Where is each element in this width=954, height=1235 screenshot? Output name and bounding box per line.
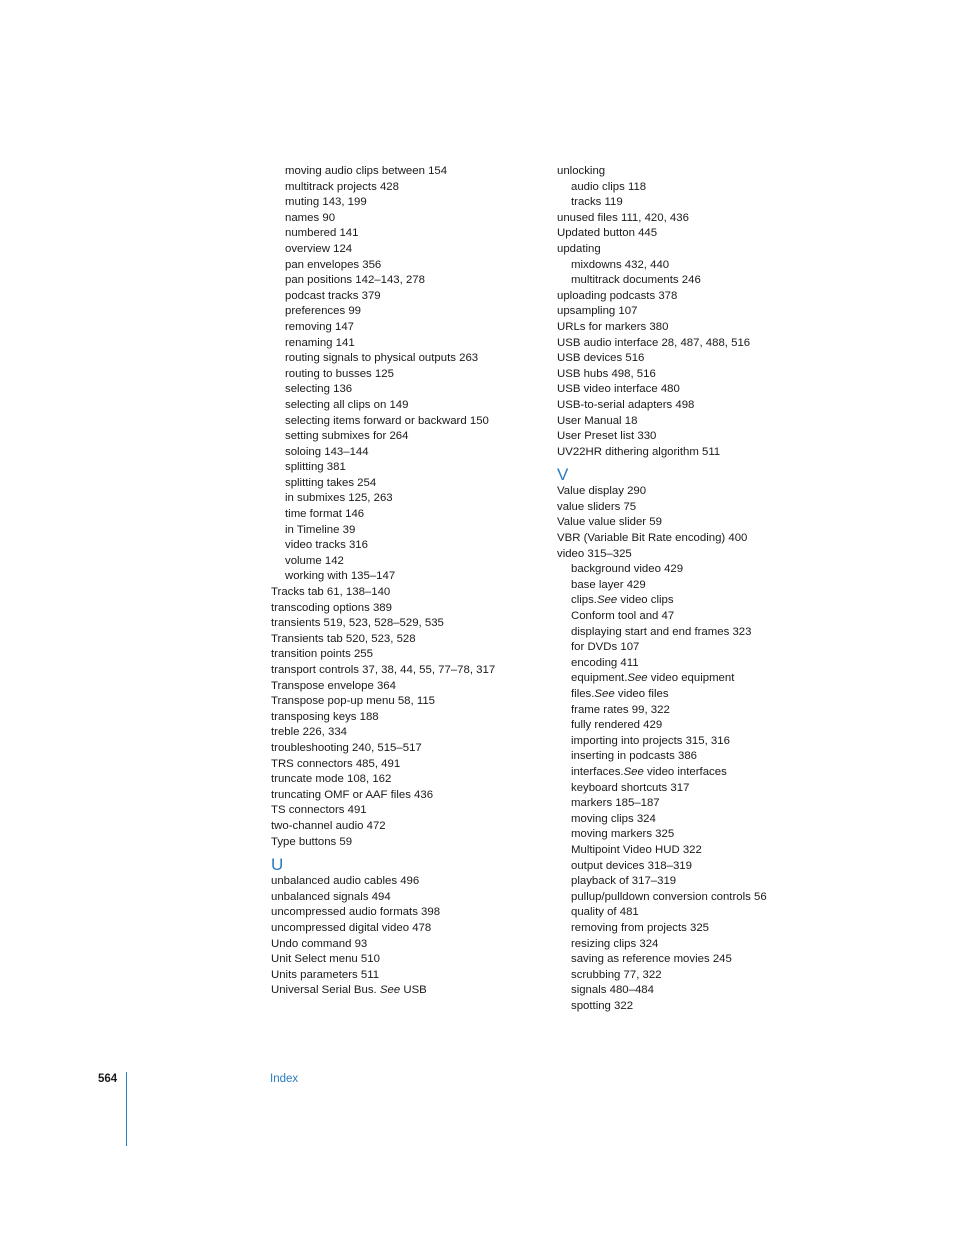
see-reference: See (594, 688, 615, 700)
index-subentry (271, 569, 541, 585)
index-subentry (271, 507, 541, 523)
index-subentry (557, 718, 817, 734)
index-entry (557, 242, 817, 258)
index-column-left (271, 164, 541, 999)
entry-text: Undo command 93 (271, 937, 368, 950)
entry-text: time format 146 (285, 508, 365, 521)
index-subentry (271, 180, 541, 196)
see-reference: See (379, 984, 401, 997)
index-entry (271, 647, 541, 663)
entry-text: two-channel audio 472 (271, 819, 386, 832)
entry-text: selecting all clips on 149 (285, 398, 409, 411)
index-subentry (557, 999, 817, 1015)
entry-text: unbalanced signals 494 (271, 890, 391, 903)
index-subentry (557, 812, 817, 828)
entry-text: scrubbing 77, 322 (571, 968, 662, 981)
entry-text: mixdowns 432, 440 (571, 258, 670, 271)
entry-text: output devices 318–319 (571, 859, 692, 872)
index-entry (271, 632, 541, 648)
entry-text: playback of 317–319 (571, 875, 677, 888)
entry-text: USB video interface 480 (557, 383, 680, 396)
index-entry (271, 921, 541, 937)
entry-text: tracks 119 (571, 196, 623, 209)
entry-text: interfaces. (571, 765, 624, 778)
entry-text: moving audio clips between 154 (285, 165, 448, 177)
entry-text: background video 429 (571, 563, 684, 576)
entry-text: volume 142 (285, 554, 344, 567)
entry-text: keyboard shortcuts 317 (571, 781, 690, 794)
index-subentry (271, 367, 541, 383)
index-subentry (557, 890, 817, 906)
index-subentry (271, 414, 541, 430)
index-subentry (271, 398, 541, 414)
entry-text: routing to busses 125 (285, 367, 394, 380)
see-target: video interfaces (643, 765, 727, 778)
index-subentry (271, 242, 541, 258)
index-subentry (557, 640, 817, 656)
entry-text: files. (571, 688, 595, 700)
index-subentry (271, 460, 541, 476)
entry-text: pan positions 142–143, 278 (285, 274, 425, 287)
index-subentry (557, 656, 817, 672)
index-subentry (557, 609, 817, 625)
index-subentry (557, 952, 817, 968)
index-subentry (557, 937, 817, 953)
index-subentry (557, 625, 817, 641)
index-entry (271, 710, 541, 726)
entry-text: unused files 111, 420, 436 (557, 211, 689, 224)
entry-text: truncating OMF or AAF files 436 (271, 788, 434, 801)
entry-text: uncompressed audio formats 398 (271, 906, 441, 919)
entry-text: transcoding options 389 (271, 601, 392, 614)
index-entry (557, 429, 817, 445)
entry-text: troubleshooting 240, 515–517 (271, 741, 422, 754)
index-entry (557, 367, 817, 383)
entry-text: Tracks tab 61, 138–140 (271, 586, 391, 599)
index-entry (557, 515, 817, 531)
index-subentry (557, 703, 817, 719)
index-entry (557, 164, 817, 180)
entry-text: pan envelopes 356 (285, 258, 382, 271)
entry-text: markers 185–187 (571, 797, 660, 810)
entry-text: Transients tab 520, 523, 528 (271, 632, 416, 645)
index-subentry (271, 273, 541, 289)
index-column-right (557, 164, 817, 1014)
entry-text: uploading podcasts 378 (557, 289, 678, 302)
index-entry (557, 304, 817, 320)
entry-text: multitrack documents 246 (571, 274, 701, 287)
entry-text: pullup/pulldown conversion controls 56 (571, 890, 767, 903)
index-entry (271, 983, 541, 999)
index-entry (271, 585, 541, 601)
see-target: USB (400, 984, 427, 997)
index-subentry (271, 445, 541, 461)
index-subentry (557, 765, 817, 781)
index-subentry (271, 226, 541, 242)
index-entry (557, 531, 817, 547)
index-subentry (557, 968, 817, 984)
entry-text: value sliders 75 (557, 500, 637, 513)
entry-text: transients 519, 523, 528–529, 535 (271, 617, 444, 630)
index-entry (557, 445, 817, 461)
index-subentry (557, 593, 817, 609)
see-target: video clips (617, 594, 674, 607)
entry-text: Value display 290 (557, 485, 647, 498)
entry-text: Type buttons 59 (271, 835, 353, 848)
entry-text: Updated button 445 (557, 227, 658, 240)
index-entry (557, 351, 817, 367)
entry-text: overview 124 (285, 242, 353, 255)
index-subentry (271, 289, 541, 305)
entry-text: Transpose envelope 364 (271, 679, 396, 692)
entry-text: moving markers 325 (571, 828, 675, 841)
index-subentry (557, 687, 817, 703)
entry-text: USB devices 516 (557, 352, 645, 365)
entry-text: inserting in podcasts 386 (571, 750, 698, 763)
index-subentry (557, 843, 817, 859)
index-entry (271, 937, 541, 953)
entry-text: unbalanced audio cables 496 (271, 875, 420, 888)
entry-text: setting submixes for 264 (285, 430, 409, 443)
entry-text: URLs for markers 380 (557, 320, 669, 333)
entry-text: TRS connectors 485, 491 (271, 757, 401, 770)
index-entry (271, 772, 541, 788)
index-subentry (557, 921, 817, 937)
index-subentry (557, 180, 817, 196)
index-entry (271, 679, 541, 695)
entry-text: renaming 141 (285, 336, 355, 349)
index-entry (271, 601, 541, 617)
index-subentry (557, 734, 817, 750)
section-title: Index (270, 1073, 299, 1085)
entry-text: displaying start and end frames 323 (571, 625, 752, 638)
entry-text: Units parameters 511 (271, 968, 380, 981)
index-subentry (557, 578, 817, 594)
entry-text: transport controls 37, 38, 44, 55, 77–78, 317 (271, 664, 496, 676)
entry-text: unlocking (557, 165, 606, 177)
entry-text: spotting 322 (571, 999, 634, 1012)
entry-text: transition points 255 (271, 648, 373, 661)
index-subentry (557, 859, 817, 875)
see-reference: See (627, 672, 648, 685)
see-target: video equipment (647, 672, 735, 685)
index-subentry (557, 273, 817, 289)
entry-text: USB hubs 498, 516 (557, 367, 656, 380)
entry-text: equipment. (571, 672, 628, 685)
entry-text: Transpose pop-up menu 58, 115 (271, 695, 436, 708)
entry-text: names 90 (285, 211, 336, 224)
see-reference: See (596, 594, 618, 607)
entry-text: in Timeline 39 (285, 523, 356, 536)
entry-text: in submixes 125, 263 (285, 492, 393, 505)
entry-text: Unit Select menu 510 (271, 953, 380, 966)
entry-text: podcast tracks 379 (285, 289, 381, 302)
entry-text: truncate mode 108, 162 (271, 773, 392, 786)
index-entry (557, 484, 817, 500)
entry-text: selecting items forward or backward 150 (285, 414, 489, 427)
index-entry (271, 968, 541, 984)
index-entry (271, 788, 541, 804)
index-letter-heading: V (557, 465, 569, 485)
entry-text: removing from projects 325 (571, 921, 710, 934)
index-entry (271, 905, 541, 921)
entry-text: splitting 381 (285, 461, 346, 474)
entry-text: working with 135–147 (285, 570, 396, 583)
index-subentry (271, 538, 541, 554)
entry-text: UV22HR dithering algorithm 511 (557, 445, 721, 458)
entry-text: routing signals to physical outputs 263 (285, 352, 479, 365)
index-subentry (271, 336, 541, 352)
entry-text: quality of 481 (571, 906, 639, 919)
index-subentry (557, 195, 817, 211)
index-subentry (271, 491, 541, 507)
index-entry (557, 547, 817, 563)
index-subentry (271, 320, 541, 336)
index-entry (557, 500, 817, 516)
entry-text: User Preset list 330 (557, 430, 657, 443)
index-subentry (557, 983, 817, 999)
entry-text: base layer 429 (571, 578, 646, 591)
index-entry (271, 741, 541, 757)
index-entry (271, 725, 541, 741)
index-entry (557, 226, 817, 242)
entry-text: encoding 411 (571, 656, 639, 669)
entry-text: Universal Serial Bus. (271, 984, 380, 997)
entry-text: preferences 99 (285, 305, 361, 318)
entry-text: numbered 141 (285, 227, 359, 240)
index-subentry (271, 351, 541, 367)
index-subentry (271, 211, 541, 227)
index-subentry (557, 781, 817, 797)
index-subentry (271, 304, 541, 320)
entry-text: frame rates 99, 322 (571, 703, 670, 716)
see-reference: See (623, 765, 644, 778)
see-target: video files (614, 688, 669, 700)
index-entry (271, 616, 541, 632)
index-entry (271, 890, 541, 906)
index-entry (557, 414, 817, 430)
index-subentry (271, 258, 541, 274)
entry-text: removing 147 (285, 320, 355, 333)
entry-text: saving as reference movies 245 (571, 953, 732, 966)
entry-text: Multipoint Video HUD 322 (571, 843, 702, 856)
entry-text: updating (557, 242, 601, 255)
entry-text: Conform tool and 47 (571, 610, 675, 623)
entry-text: USB audio interface 28, 487, 488, 516 (557, 336, 751, 349)
entry-text: muting 143, 199 (285, 196, 367, 209)
entry-text: video tracks 316 (285, 539, 368, 552)
entry-text: audio clips 118 (571, 180, 647, 193)
index-entry (557, 336, 817, 352)
index-entry (271, 819, 541, 835)
index-entry (557, 211, 817, 227)
entry-text: soloing 143–144 (285, 445, 369, 458)
index-subentry (271, 476, 541, 492)
entry-text: VBR (Variable Bit Rate encoding) 400 (557, 532, 748, 545)
index-entry (271, 835, 541, 851)
index-subentry (271, 195, 541, 211)
index-subentry (557, 905, 817, 921)
index-entry (271, 874, 541, 890)
entry-text: TS connectors 491 (271, 804, 367, 817)
entry-text: transposing keys 188 (271, 710, 379, 723)
entry-text: treble 226, 334 (271, 726, 347, 739)
entry-text: fully rendered 429 (571, 719, 663, 732)
index-subentry (557, 874, 817, 890)
entry-text: upsampling 107 (557, 305, 638, 318)
index-subentry (557, 258, 817, 274)
index-letter-heading: U (271, 855, 284, 875)
entry-text: moving clips 324 (571, 812, 656, 825)
index-entry (557, 289, 817, 305)
entry-text: USB-to-serial adapters 498 (557, 398, 695, 411)
index-subentry (557, 749, 817, 765)
entry-text: uncompressed digital video 478 (271, 921, 432, 934)
entry-text: splitting takes 254 (285, 476, 377, 489)
index-entry (557, 398, 817, 414)
entry-text: resizing clips 324 (571, 937, 659, 950)
index-entry (271, 663, 541, 679)
index-entry (271, 952, 541, 968)
index-subentry (557, 796, 817, 812)
index-subentry (557, 671, 817, 687)
index-subentry (271, 164, 541, 180)
index-entry (271, 694, 541, 710)
index-subentry (271, 382, 541, 398)
entry-text: signals 480–484 (571, 984, 654, 997)
entry-text: clips. (571, 594, 597, 607)
page-number: 564 (98, 1073, 118, 1085)
entry-text: for DVDs 107 (571, 641, 640, 654)
index-subentry (557, 827, 817, 843)
index-subentry (271, 429, 541, 445)
entry-text: selecting 136 (285, 383, 353, 396)
entry-text: video 315–325 (557, 547, 632, 560)
index-subentry (557, 562, 817, 578)
entry-text: importing into projects 315, 316 (571, 734, 730, 747)
entry-text: Value value slider 59 (557, 516, 662, 529)
index-subentry (271, 554, 541, 570)
index-subentry (271, 523, 541, 539)
entry-text: User Manual 18 (557, 414, 638, 427)
index-entry (271, 803, 541, 819)
entry-text: multitrack projects 428 (285, 180, 399, 193)
footer-divider (126, 1072, 127, 1146)
index-entry (557, 320, 817, 336)
index-entry (557, 382, 817, 398)
index-entry (271, 757, 541, 773)
